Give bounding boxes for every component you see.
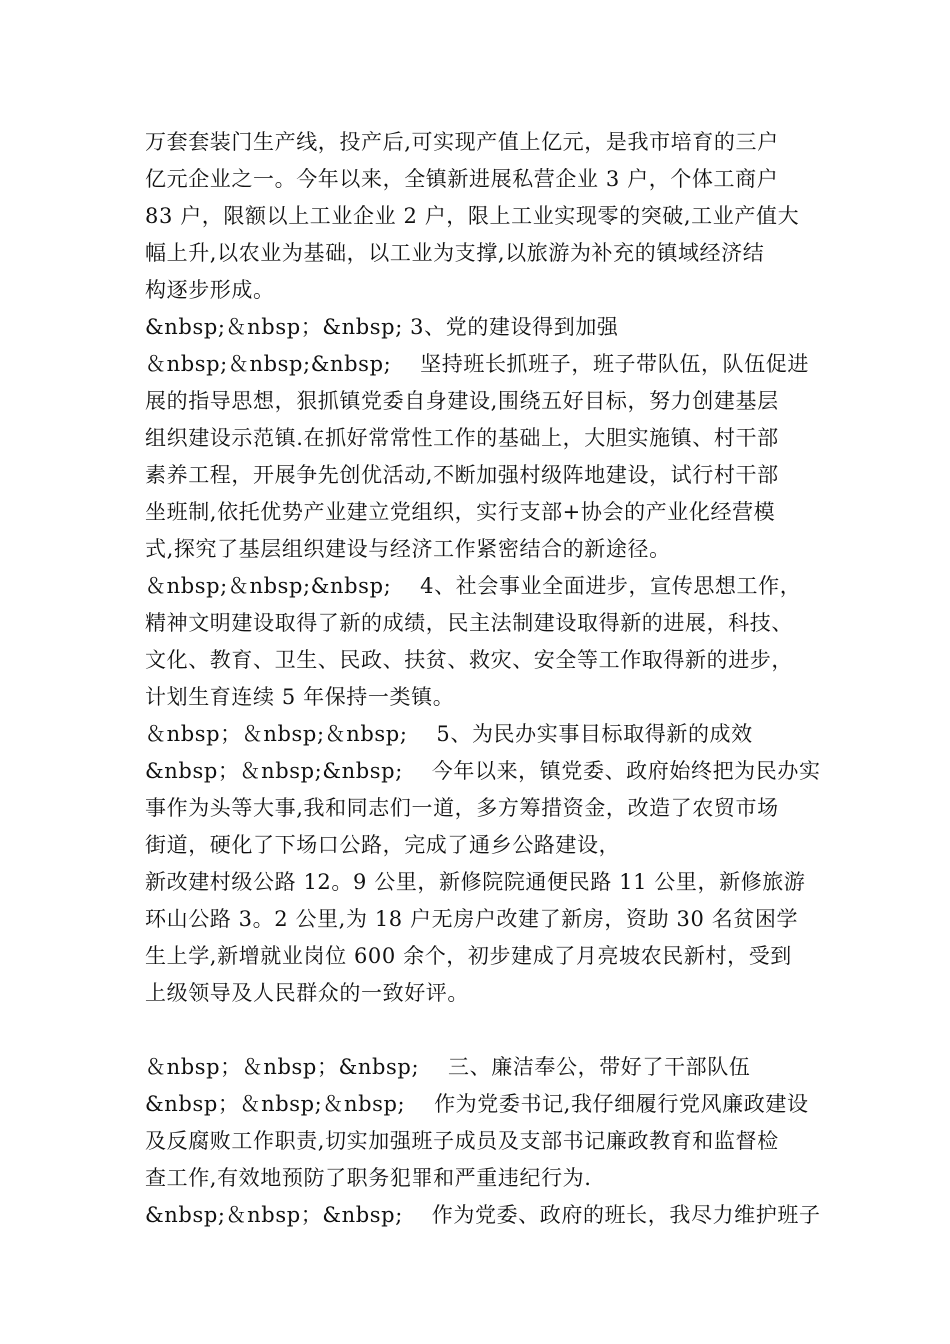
- text-line: 生上学,新增就业岗位 600 余个，初步建成了月亮坡农民新村，受到: [145, 944, 792, 968]
- text-line: 查工作,有效地预防了职务犯罪和严重违纪行为.: [145, 1166, 592, 1190]
- text-line: 环山公路 3。2 公里,为 18 户无房户改建了新房，资助 30 名贫困学: [145, 907, 799, 931]
- text-line: &nbsp；＆nbsp;&nbsp; 今年以来，镇党委、政府始终把为民办实: [145, 759, 821, 783]
- text-line: 幅上升,以农业为基础，以工业为支撑,以旅游为补充的镇域经济结: [145, 241, 765, 265]
- text-line: &nbsp;＆nbsp；&nbsp; 作为党委、政府的班长，我尽力维护班子: [145, 1203, 821, 1227]
- text-line: 及反腐败工作职责,切实加强班子成员及支部书记廉政教育和监督检: [145, 1129, 779, 1153]
- text-line: 组织建设示范镇.在抓好常常性工作的基础上，大胆实施镇、村干部: [145, 426, 779, 450]
- section-heading-4: ＆nbsp;＆nbsp;&nbsp; 4、社会事业全面进步，宣传思想工作，: [145, 574, 802, 598]
- text-line: 万套套装门生产线，投产后,可实现产值上亿元，是我市培育的三户: [145, 130, 779, 154]
- section-heading-3: &nbsp;＆nbsp；&nbsp; 3、党的建设得到加强: [145, 315, 619, 339]
- text-line: 亿元企业之一。今年以来，全镇新进展私营企业 3 户，个体工商户: [145, 167, 779, 191]
- text-line: 精神文明建设取得了新的成绩，民主法制建设取得新的进展，科技、: [145, 611, 793, 635]
- section-heading-three: ＆nbsp；＆nbsp；&nbsp; 三、廉洁奉公，带好了干部队伍: [145, 1055, 751, 1079]
- text-line: ＆nbsp;＆nbsp;&nbsp; 坚持班长抓班子，班子带队伍，队伍促进: [145, 352, 809, 376]
- text-line: 文化、教育、卫生、民政、扶贫、救灾、安全等工作取得新的进步，: [145, 648, 793, 672]
- text-line: 83 户，限额以上工业企业 2 户，限上工业实现零的突破,工业产值大: [145, 204, 800, 228]
- text-line: 素养工程，开展争先创优活动,不断加强村级阵地建设，试行村干部: [145, 463, 779, 487]
- text-line: 式,探究了基层组织建设与经济工作紧密结合的新途径。: [145, 537, 671, 561]
- text-line: 坐班制,依托优势产业建立党组织，实行支部+协会的产业化经营模: [145, 500, 776, 524]
- text-line: 新改建村级公路 12。9 公里，新修院院通便民路 11 公里，新修旅游: [145, 870, 806, 894]
- text-line: 展的指导思想，狠抓镇党委自身建设,围绕五好目标，努力创建基层: [145, 389, 779, 413]
- section-heading-5: ＆nbsp；＆nbsp;＆nbsp; 5、为民办实事目标取得新的成效: [145, 722, 753, 746]
- text-line: 构逐步形成。: [145, 278, 275, 302]
- text-line: 计划生育连续 5 年保持一类镇。: [145, 685, 455, 709]
- text-line: &nbsp；＆nbsp;＆nbsp; 作为党委书记,我仔细履行党风廉政建设: [145, 1092, 809, 1116]
- text-line: 上级领导及人民群众的一致好评。: [145, 981, 469, 1005]
- text-line: 事作为头等大事,我和同志们一道，多方筹措资金，改造了农贸市场: [145, 796, 779, 820]
- text-line: 街道，硬化了下场口公路，完成了通乡公路建设，: [145, 833, 621, 857]
- blank-line: [145, 1012, 835, 1049]
- document-text-body: [145, 124, 835, 1234]
